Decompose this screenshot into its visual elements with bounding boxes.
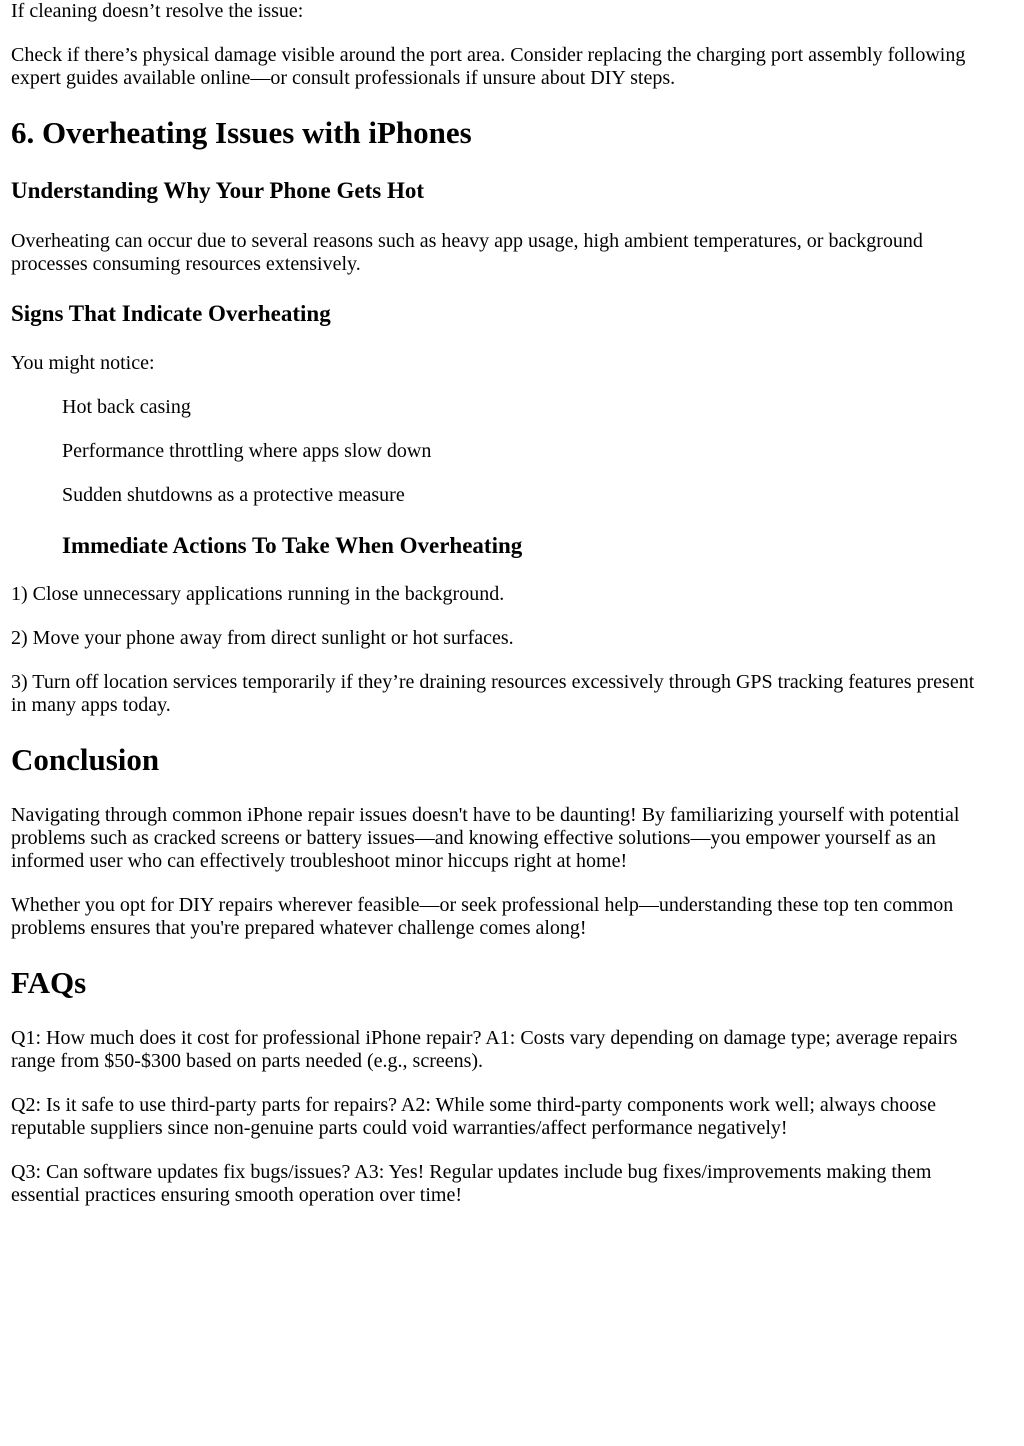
action-item: 1) Close unnecessary applications running in the background. (11, 583, 505, 605)
subheading-signs: Signs That Indicate Overheating (11, 301, 331, 326)
paragraph-line: Overheating can occur due to several reasons such as heavy app usage, high ambient temperatures, or background (11, 230, 923, 252)
subheading-why-hot: Understanding Why Your Phone Gets Hot (11, 178, 425, 203)
section-heading-faqs: FAQs (11, 965, 87, 1000)
faq-line: reputable suppliers since non-genuine parts could void warranties/affect performance negatively! (11, 1117, 788, 1139)
signs-intro: You might notice: (11, 352, 155, 374)
paragraph-line: processes consuming resources extensively. (11, 253, 361, 275)
faq-line: Q2: Is it safe to use third-party parts for repairs? A2: While some third-party components work well; always choose (11, 1094, 936, 1116)
section-heading-overheating: 6. Overheating Issues with iPhones (11, 115, 472, 150)
paragraph-line: Navigating through common iPhone repair issues doesn't have to be daunting! By familiarizing yourself with potential (11, 804, 960, 826)
faq-line: range from $50-$300 based on parts needed (e.g., screens). (11, 1050, 484, 1072)
action-item: 2) Move your phone away from direct sunlight or hot surfaces. (11, 627, 514, 649)
subheading-immediate-actions: Immediate Actions To Take When Overheating (62, 533, 523, 558)
intro-paragraph-line: expert guides available online—or consult professionals if unsure about DIY steps. (11, 67, 676, 89)
faq-line: Q3: Can software updates fix bugs/issues? A3: Yes! Regular updates include bug fixes/improvements making them (11, 1161, 932, 1183)
list-item: Hot back casing (62, 396, 191, 418)
section-heading-conclusion: Conclusion (11, 742, 160, 777)
list-item: Sudden shutdowns as a protective measure (62, 484, 405, 506)
intro-paragraph-line: Check if there’s physical damage visible around the port area. Consider replacing the charging port assembly following (11, 44, 966, 66)
paragraph-line: problems ensures that you're prepared whatever challenge comes along! (11, 917, 587, 939)
faq-line: essential practices ensuring smooth operation over time! (11, 1184, 462, 1206)
action-item-line: in many apps today. (11, 694, 171, 716)
intro-paragraph: If cleaning doesn’t resolve the issue: (11, 0, 304, 22)
paragraph-line: informed user who can effectively troubleshoot minor hiccups right at home! (11, 850, 628, 872)
action-item-line: 3) Turn off location services temporarily if they’re draining resources excessively through GPS tracking features present (11, 671, 975, 693)
paragraph-line: problems such as cracked screens or battery issues—and knowing effective solutions—you empower yourself as an (11, 827, 936, 849)
list-item: Performance throttling where apps slow down (62, 440, 432, 462)
paragraph-line: Whether you opt for DIY repairs wherever feasible—or seek professional help—understanding these top ten common (11, 894, 954, 916)
faq-line: Q1: How much does it cost for professional iPhone repair? A1: Costs vary depending on damage type; average repairs (11, 1027, 958, 1049)
